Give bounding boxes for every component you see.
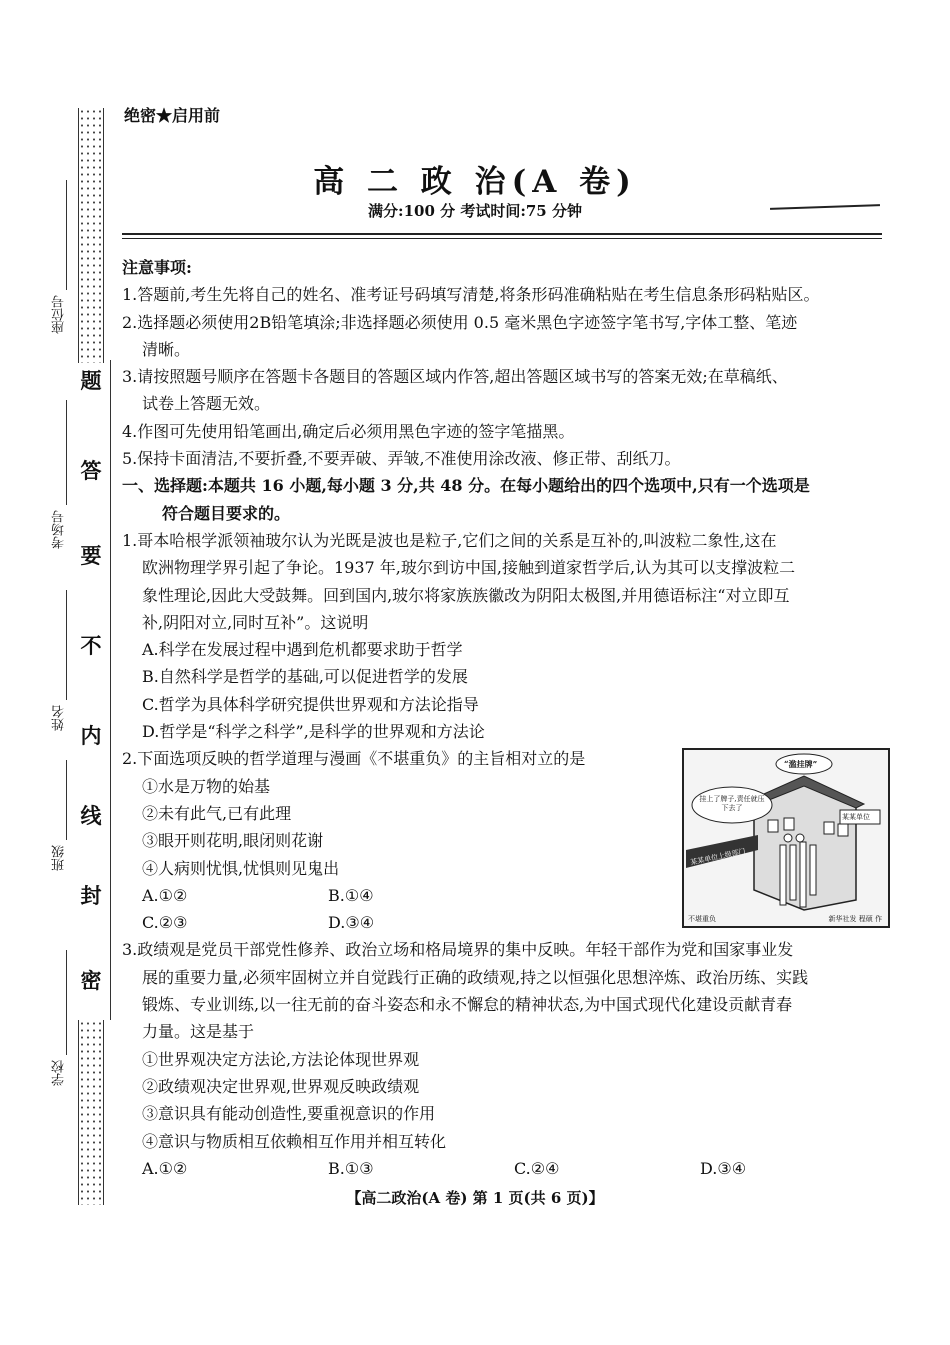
seal-word: 不 bbox=[80, 633, 102, 658]
cartoon-tag: 某某单位 bbox=[842, 813, 870, 821]
notice-item: 2.选择题必须使用2B铅笔填涂;非选择题必须使用 0.5 毫米黑色字迹签字笔书写,字体工整、笔迹 bbox=[122, 312, 798, 332]
name-line bbox=[66, 590, 67, 700]
notice-item: 3.请按照题号顺序在答题卡各题目的答题区域内作答,超出答题区域书写的答案无效;在草稿纸、 bbox=[122, 367, 788, 387]
q1-option-b: B.自然科学是哲学的基础,可以促进哲学的发展 bbox=[142, 667, 468, 687]
page-title: 高 二 政 治(A 卷) bbox=[313, 164, 637, 200]
q1-stem: 欧洲物理学界引起了争论。1937 年,玻尔到访中国,接触到道家哲学后,认为其可以支撑波粒二 bbox=[142, 558, 796, 578]
section-heading: 一、选择题:本题共 16 小题,每小题 3 分,共 48 分。在每小题给出的四个选项中,只有一个选项是 bbox=[122, 476, 810, 496]
q2-item: ④人病则忧惧,忧惧则见鬼出 bbox=[142, 858, 340, 878]
exam-room-line bbox=[66, 400, 67, 505]
notice-item: 清晰。 bbox=[142, 339, 191, 359]
class-label: 班级 bbox=[52, 845, 67, 871]
exam-room-label: 考场号 bbox=[52, 510, 67, 549]
q1-option-c: C.哲学为具体科学研究提供世界观和方法论指导 bbox=[142, 694, 479, 714]
class-line bbox=[66, 760, 67, 840]
q3-item: ②政绩观决定世界观,世界观反映政绩观 bbox=[142, 1076, 420, 1096]
q2-option-c: C.②③ bbox=[142, 913, 188, 933]
seal-word: 线 bbox=[80, 803, 102, 828]
binding-line bbox=[110, 360, 111, 1020]
q2-stem: 2.下面选项反映的哲学道理与漫画《不堪重负》的主旨相对立的是 bbox=[122, 749, 586, 769]
exam-body bbox=[122, 254, 892, 1182]
q3-stem: 锻炼、专业训练,以一往无前的奋斗姿态和永不懈怠的精神状态,为中国式现代化建设贡献青春 bbox=[142, 995, 793, 1015]
q3-option-c: C.②④ bbox=[514, 1158, 560, 1178]
exam-info: 满分:100 分 考试时间:75 分钟 bbox=[368, 202, 582, 220]
secret-mark: 绝密★启用前 bbox=[124, 106, 221, 125]
cartoon-drawing bbox=[684, 750, 888, 926]
cartoon-sign-top: “滥挂牌” bbox=[784, 759, 818, 769]
notice-item: 4.作图可先使用铅笔画出,确定后必须用黑色字迹的签字笔描黑。 bbox=[122, 421, 575, 441]
q2-item: ③眼开则花明,眼闭则花谢 bbox=[142, 831, 324, 851]
q1-stem: 象性理论,因此大受鼓舞。回到国内,玻尔将家族族徽改为阴阳太极图,并用德语标注“对立即互 bbox=[142, 585, 790, 605]
notice-item: 1.答题前,考生先将自己的姓名、准考证号码填写清楚,将条形码准确粘贴在考生信息条形码粘贴区。 bbox=[122, 285, 820, 305]
seal-word: 要 bbox=[80, 543, 102, 568]
q3-options-row bbox=[122, 1155, 892, 1182]
cartoon-caption-credit: 新华社发 程硕 作 bbox=[828, 915, 882, 923]
q3-item: ③意识具有能动创造性,要重视意识的作用 bbox=[142, 1104, 436, 1124]
cartoon-banner: 某某单位上级部门 bbox=[689, 847, 747, 867]
header-rule-thin bbox=[122, 238, 882, 239]
q3-option-d: D.③④ bbox=[700, 1158, 747, 1178]
q2-option-d: D.③④ bbox=[328, 913, 375, 933]
page-footer: 【高二政治(A 卷) 第 1 页(共 6 页)】 bbox=[346, 1189, 604, 1207]
notice-heading: 注意事项: bbox=[122, 258, 192, 277]
q3-stem: 展的重要力量,必须牢固树立并自觉践行正确的政绩观,持之以恒强化思想淬炼、政治历练、实践 bbox=[142, 967, 809, 987]
header-rule bbox=[122, 233, 882, 235]
seal-word: 题 bbox=[80, 368, 102, 393]
notice-item: 5.保持卡面清洁,不要折叠,不要弄破、弄皱,不准使用涂改液、修正带、刮纸刀。 bbox=[122, 449, 681, 469]
binding-dots-bottom bbox=[78, 1020, 104, 1205]
cartoon-bubble: 挂上了牌子,责任就压下去了 bbox=[699, 795, 765, 812]
q1-stem: 补,阴阳对立,同时互补”。这说明 bbox=[142, 612, 369, 632]
q1-option-d: D.哲学是“科学之科学”,是科学的世界观和方法论 bbox=[142, 722, 485, 742]
q3-item: ④意识与物质相互依赖相互作用并相互转化 bbox=[142, 1131, 447, 1151]
q3-stem: 3.政绩观是党员干部党性修养、政治立场和格局境界的集中反映。年轻干部作为党和国家事业发 bbox=[122, 940, 794, 960]
seal-word: 内 bbox=[80, 723, 102, 748]
seal-word: 密 bbox=[80, 968, 102, 993]
q2-item: ②未有此气,已有此理 bbox=[142, 803, 292, 823]
school-label: 学校 bbox=[52, 1060, 67, 1086]
q2-item: ①水是万物的始基 bbox=[142, 776, 271, 796]
seal-word: 答 bbox=[80, 458, 102, 483]
seat-number-label: 座位号 bbox=[52, 295, 67, 334]
cartoon-image bbox=[682, 748, 890, 928]
q3-item: ①世界观决定方法论,方法论体现世界观 bbox=[142, 1049, 420, 1069]
q3-option-a: A.①② bbox=[142, 1158, 188, 1178]
q1-stem: 1.哥本哈根学派领袖玻尔认为光既是波也是粒子,它们之间的关系是互补的,叫波粒二象性,这在 bbox=[122, 530, 777, 550]
q2-option-a: A.①② bbox=[142, 885, 188, 905]
q2-option-b: B.①④ bbox=[328, 885, 374, 905]
seal-word: 封 bbox=[80, 883, 102, 908]
q3-stem: 力量。这是基于 bbox=[142, 1022, 255, 1042]
cartoon-caption-title: 不堪重负 bbox=[688, 915, 716, 923]
q1-option-a: A.科学在发展过程中遇到危机都要求助于哲学 bbox=[142, 640, 463, 660]
school-line bbox=[66, 950, 67, 1055]
q3-option-b: B.①③ bbox=[328, 1158, 374, 1178]
name-label: 姓名 bbox=[52, 705, 67, 731]
binding-dots-top bbox=[78, 108, 104, 363]
section-heading-cont: 符合题目要求的。 bbox=[162, 503, 291, 523]
notice-item: 试卷上答题无效。 bbox=[142, 394, 271, 414]
